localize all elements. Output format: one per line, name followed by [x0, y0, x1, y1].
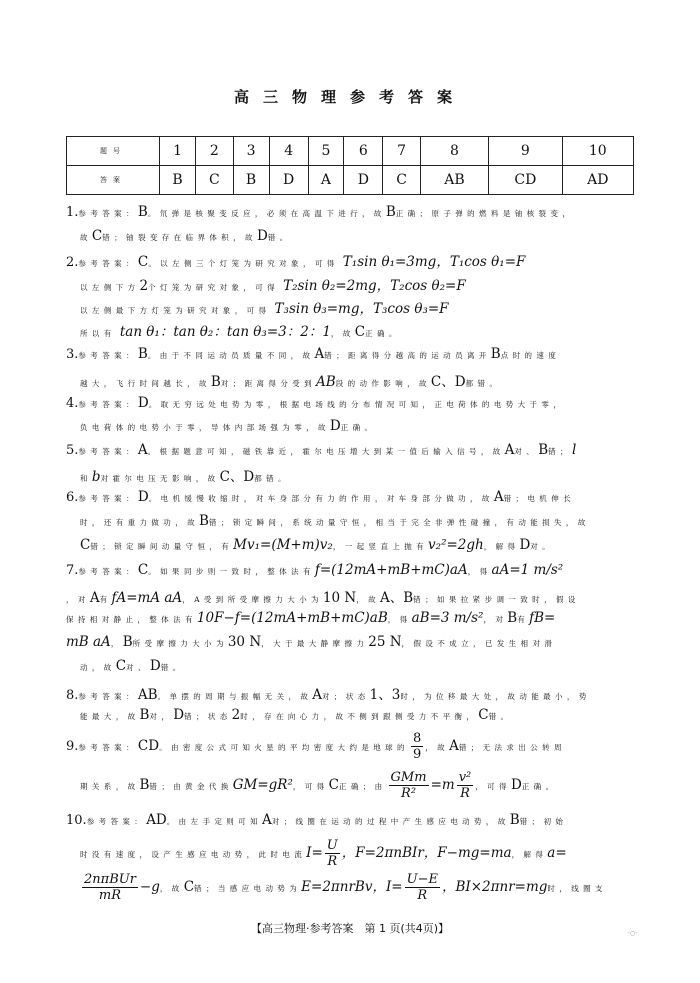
option: D	[137, 395, 149, 411]
text: 正确；原子弹的燃料是铀核裂变，	[395, 209, 575, 218]
line	[80, 707, 512, 723]
formula: l	[571, 442, 577, 458]
formula: −g	[139, 879, 160, 895]
table-cell: 5	[308, 137, 344, 166]
table-cell: C	[383, 166, 420, 195]
table-row-numbers	[67, 137, 634, 166]
option: C	[328, 777, 339, 793]
formula: tan θ₁：tan θ₂：tan θ₃=3：2：1	[119, 324, 331, 340]
line	[66, 562, 563, 578]
line	[66, 731, 566, 762]
text: ，A	[182, 595, 204, 604]
option: A	[449, 738, 459, 754]
text: 参考答案：	[78, 447, 138, 456]
text: 时，存在向心力，故不侧到跟侧受力不平衡，	[240, 712, 479, 721]
text: 期关系，故	[80, 782, 140, 791]
line	[80, 297, 449, 317]
line	[80, 770, 557, 801]
question-number: 7.	[66, 563, 79, 578]
line	[66, 812, 567, 828]
line	[80, 838, 567, 869]
text: 都错。	[465, 379, 502, 388]
value: 30 N	[227, 634, 262, 650]
text: 所受摩擦力大小为	[132, 639, 228, 648]
option: D	[173, 707, 185, 723]
numerator: 8	[412, 731, 422, 746]
option: A	[137, 442, 148, 458]
question-number: 1.	[66, 205, 79, 220]
text: 负电荷体的电势小于零，导体内部场强为零，故	[80, 423, 330, 432]
text: ，可得	[475, 782, 511, 791]
text: ，一起竖直上抛有	[332, 542, 429, 551]
line	[66, 586, 580, 606]
fraction	[411, 731, 423, 762]
text: ，解得	[511, 850, 548, 859]
page-footer: 【高三物理·参考答案 第 1 页(共4页)】	[250, 922, 450, 935]
text: 参考答案：	[78, 743, 138, 752]
option: B	[137, 346, 148, 362]
text: 和	[80, 474, 92, 483]
option: C、D	[219, 469, 255, 485]
question-number: 2.	[66, 255, 79, 270]
denominator: 9	[412, 747, 422, 762]
text: 以左侧下方	[80, 283, 140, 292]
option: C	[478, 707, 489, 723]
line	[66, 346, 560, 362]
text: 错；如果拉紧步调一致时，假设	[413, 595, 580, 604]
text: 动，故	[80, 663, 116, 672]
line	[80, 537, 554, 553]
text: 。氘弹是核聚变反应，必须在高温下进行，故	[147, 209, 386, 218]
text: ，故	[356, 595, 380, 604]
text: 能最大，故	[80, 712, 140, 721]
line	[66, 442, 576, 458]
text: 参考答案：	[78, 567, 138, 576]
text: 有	[99, 595, 112, 604]
line	[66, 250, 525, 270]
denominator: mR	[98, 888, 122, 903]
question-number: 3.	[66, 347, 79, 362]
question-number: 5.	[66, 443, 79, 458]
line	[80, 418, 376, 434]
option: C	[137, 562, 149, 578]
formula: I=	[306, 845, 323, 861]
formula: v₂²=2gh	[428, 537, 484, 553]
value: 1、3	[369, 687, 401, 703]
option: D	[519, 537, 531, 553]
value: 2	[231, 707, 241, 723]
text: 对，	[149, 712, 174, 721]
table-cell: 1	[160, 137, 196, 166]
option: C	[183, 879, 195, 895]
text: 错。	[488, 712, 513, 721]
option: CD	[137, 738, 160, 754]
text: 参考答案：	[78, 351, 138, 360]
text: 所以有	[80, 329, 116, 338]
option: A	[314, 346, 325, 362]
table-cell: 6	[344, 137, 383, 166]
option: C	[115, 658, 127, 674]
text: ，假设不成立，已发生相对滑	[401, 639, 557, 648]
fraction	[405, 872, 440, 903]
text: 错；锁定瞬间，系统动量守恒，相当于完全非弹性碰撞，有动能损失，故	[208, 518, 590, 527]
denominator: R²	[401, 786, 417, 801]
option: A	[504, 442, 515, 458]
answer-table	[66, 136, 634, 195]
text: ，	[110, 639, 123, 648]
option: A	[493, 489, 504, 505]
text: ，得	[387, 615, 412, 624]
formula: fA=mA aA	[111, 590, 183, 606]
text: 。如果同步则一致时，整体法有	[148, 567, 315, 576]
text: 时，线圈支	[547, 884, 607, 893]
text: 保持相对静止，整体法有	[66, 615, 197, 624]
text: 对、	[514, 447, 539, 456]
question-number: 4.	[66, 396, 79, 411]
text: ，大于最大静摩擦力	[261, 639, 369, 648]
numerator: U−E	[406, 872, 438, 887]
corner-mark: ·○·	[628, 930, 638, 937]
option: B	[137, 204, 148, 220]
line	[80, 228, 292, 244]
text: 错；状态	[184, 712, 232, 721]
text: ，解得	[483, 542, 520, 551]
formula: 10F−f=(12mA+mB+mC)aB	[196, 610, 388, 626]
text: ，得	[467, 567, 492, 576]
option: A	[89, 590, 100, 606]
option: AD	[146, 812, 167, 828]
denominator: R	[460, 786, 470, 801]
table-cell: 8	[420, 137, 488, 166]
formula: ，F=2πnBIr，F−mg=ma	[341, 845, 512, 861]
option: B	[199, 513, 209, 529]
text: 错；由黄金代换	[149, 782, 233, 791]
text: 错；初始	[519, 817, 568, 826]
option: C	[80, 537, 91, 553]
text: 。以左侧三个灯笼为研究对象，可得	[148, 259, 339, 268]
line	[80, 658, 185, 674]
text: 错；当感应电动势为	[194, 884, 302, 893]
text: 2	[139, 278, 149, 294]
table-row-answers	[67, 166, 634, 195]
text: 错。	[267, 233, 292, 242]
text: ，故	[159, 884, 184, 893]
text: 错；电机伸长	[503, 494, 575, 503]
question-number: 8.	[66, 688, 79, 703]
numerator: GMm	[390, 770, 427, 785]
line	[66, 683, 591, 703]
formula: Mv₁=(M+m)v₂	[233, 537, 333, 553]
formula: E=2πnrBv，I=	[301, 879, 403, 895]
numerator: v²	[458, 770, 472, 785]
table-cell: D	[344, 166, 383, 195]
option: A	[312, 687, 323, 703]
line	[80, 872, 607, 903]
line	[80, 465, 290, 485]
value: 25 N	[368, 634, 402, 650]
text: 参考答案：	[78, 692, 138, 701]
text: 时没有速度，设产生感应电动势，此时电流	[80, 850, 307, 859]
denominator: R	[417, 888, 428, 903]
line	[66, 489, 575, 505]
option: B	[490, 346, 501, 362]
option: B	[122, 634, 133, 650]
text: 点时的速度	[500, 351, 561, 360]
text: 。根据题意可知，磁铁靠近，霍尔电压增大到某一值后输入信号，故	[147, 447, 505, 456]
fraction	[457, 770, 474, 801]
text: 参考答案：	[86, 817, 147, 826]
text: 。由左手定则可知	[166, 817, 262, 826]
formula: f=(12mA+mB+mC)aA	[314, 562, 468, 578]
text: 参考答案：	[78, 494, 138, 503]
text: ，可得	[292, 782, 329, 791]
text: 正确。	[365, 329, 401, 338]
formula: T₃sin θ₃=mg，T₃cos θ₃=F	[274, 301, 449, 317]
text: 错；铀裂变存在临界体积，故	[102, 233, 257, 242]
line	[66, 204, 574, 220]
formula: ，BI×2πnr=mg	[441, 879, 548, 895]
text: 对、	[126, 663, 150, 672]
formula: GM=gR²	[232, 777, 293, 793]
line	[80, 513, 590, 529]
text: 错。	[160, 663, 185, 672]
text: 对霍尔电压无影响，故	[100, 474, 220, 483]
table-cell: D	[269, 166, 308, 195]
fraction	[389, 770, 429, 801]
text: 错；	[548, 447, 572, 456]
row-label-answer: 答案	[67, 166, 160, 195]
text: 有	[517, 615, 530, 624]
table-cell: C	[196, 166, 233, 195]
formula: fB=	[529, 610, 556, 626]
line	[80, 274, 466, 294]
table-cell: CD	[489, 166, 562, 195]
line	[66, 610, 555, 626]
text: 正确；由	[338, 782, 387, 791]
option: D	[149, 658, 161, 674]
text: 参考答案：	[78, 400, 138, 409]
text: 对。	[530, 542, 555, 551]
option: C	[354, 324, 366, 340]
text: 越大，飞行时间越长，故	[80, 379, 211, 388]
text: 正确。	[521, 782, 558, 791]
numerator: U	[326, 838, 338, 853]
formula: AB	[316, 374, 336, 390]
table-cell: AD	[562, 166, 634, 195]
text: 段的动作影响，故	[335, 379, 431, 388]
text: 错；锁定瞬间动量守恒，有	[90, 542, 234, 551]
text: ，对	[66, 595, 90, 604]
text: 对；距离得分受到	[220, 379, 317, 388]
formula: a=	[547, 845, 567, 861]
text: 受到所受摩擦力大小为	[203, 595, 323, 604]
table-cell: 9	[489, 137, 562, 166]
option: B	[385, 204, 396, 220]
option: A	[261, 812, 272, 828]
text: 时，还有重力做功，故	[80, 518, 199, 527]
text: 错；无法求出公转周	[458, 743, 566, 752]
table-cell: B	[160, 166, 196, 195]
option: B	[139, 777, 150, 793]
table-cell: AB	[420, 166, 488, 195]
text: 正确。	[340, 423, 377, 432]
option: A、B	[380, 590, 414, 606]
table-cell: A	[308, 166, 344, 195]
denominator: R	[327, 854, 338, 869]
option: B	[538, 442, 549, 458]
text: 参考答案：	[78, 209, 138, 218]
page-title: 高三物理参考答案	[233, 88, 466, 106]
table-cell: 10	[562, 137, 634, 166]
numerator: 2nπBUr	[84, 872, 136, 887]
fraction	[325, 838, 340, 869]
formula: T₂sin θ₂=2mg，T₂cos θ₂=F	[283, 278, 466, 294]
text: 对；状态	[322, 692, 370, 701]
text: 。取无穷远处电势为零，根据电场线的分布情况可知，正电荷体的电势大于零，	[148, 400, 566, 409]
option: D	[256, 228, 268, 244]
formula: =m	[430, 777, 455, 793]
text: 参考答案：	[78, 259, 138, 268]
text: 时，为位移最大处，故动能最小，势	[400, 692, 591, 701]
line	[66, 634, 556, 650]
question-number: 9.	[66, 739, 79, 754]
text: 。由于不同运动员质量不同，故	[147, 351, 315, 360]
text: 故	[80, 233, 92, 242]
text: ，故	[330, 329, 355, 338]
text: 。由密度公式可知火星的平均密度大约是地球的	[159, 743, 409, 752]
option: C	[137, 254, 149, 270]
text: 个灯笼为研究对象，可得	[148, 283, 279, 292]
option: D	[329, 418, 341, 434]
text: 错；距离得分越高的运动员离开	[324, 351, 491, 360]
option: D	[510, 777, 522, 793]
table-cell: 7	[383, 137, 420, 166]
text: 以左侧最下方灯笼为研究对象，可得	[80, 306, 271, 315]
formula: T₁sin θ₁=3mg，T₁cos θ₁=F	[342, 254, 526, 270]
text: 对；线圈在运动的过程中产生感应电动势，故	[271, 817, 510, 826]
option: B	[210, 374, 221, 390]
formula: b	[91, 469, 101, 485]
option: B	[509, 812, 520, 828]
line	[66, 395, 565, 411]
line	[80, 370, 501, 390]
formula: aB=3 m/s²	[411, 610, 484, 626]
text: 。单摆的周期与振幅无关，故	[157, 692, 313, 701]
fraction	[82, 872, 138, 903]
text: ，对	[483, 615, 508, 624]
table-cell: 3	[233, 137, 269, 166]
text: 。电机缓慢收缩时，对车身部分有力的作用，对车身部分做功，故	[148, 494, 494, 503]
text: 都错。	[254, 474, 290, 483]
option: C	[91, 228, 103, 244]
question-number: 10.	[66, 813, 87, 828]
table-cell: 4	[269, 137, 308, 166]
formula: aA=1 m/s²	[491, 562, 564, 578]
row-label-number: 题号	[67, 137, 160, 166]
formula: mB aA	[66, 634, 111, 650]
option: AB	[137, 687, 158, 703]
table-cell: B	[233, 166, 269, 195]
option: C、D	[430, 374, 466, 390]
value: 10 N	[322, 590, 357, 606]
line	[80, 320, 401, 340]
option: B	[139, 707, 150, 723]
question-number: 6.	[66, 490, 79, 505]
option: B	[507, 610, 518, 626]
table-cell: 2	[196, 137, 233, 166]
option: D	[137, 489, 149, 505]
text: ，故	[425, 743, 450, 752]
